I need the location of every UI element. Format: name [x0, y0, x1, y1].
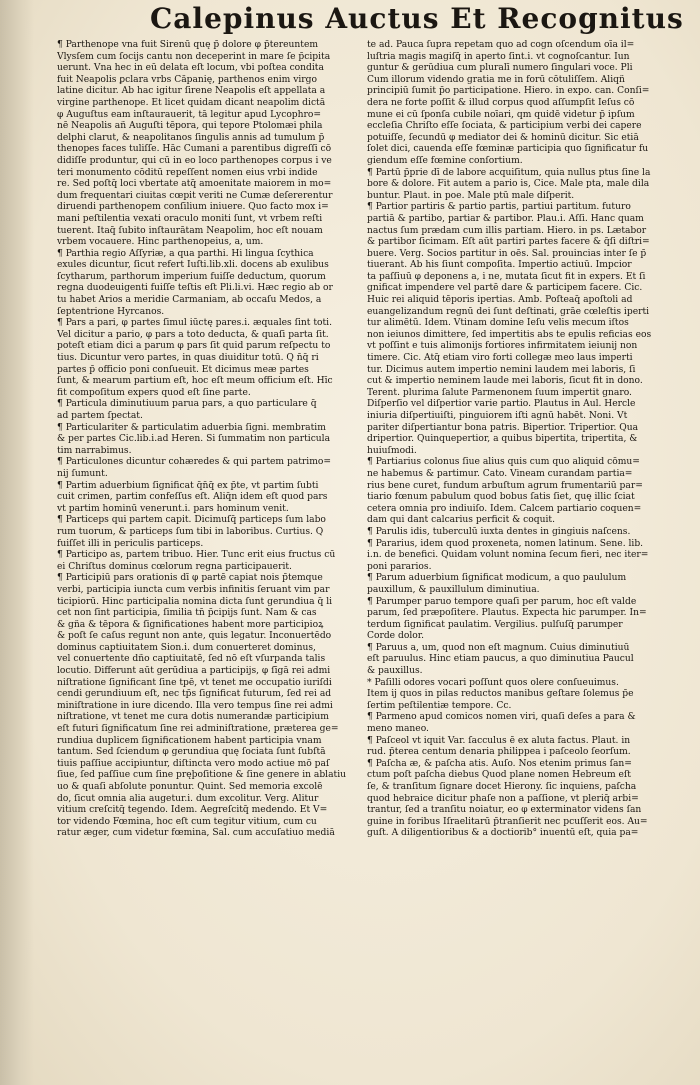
right-column-line: mune ei cū ſponſa cubile noīari, qm quidē videtur p̄ ipſum: [367, 109, 635, 120]
left-column-line: ¶ Participo as, partem tribuo. Hier. Tunc erit eius fructus cū: [57, 550, 336, 561]
left-column-line: fuiſſet illi in periculis particeps.: [57, 538, 204, 549]
left-column-line: ad partem ſpectat.: [57, 411, 143, 421]
right-column: [367, 40, 670, 840]
right-column-line: terdum ſignificat paulatim. Vergilius. pulſuſq̄ parumper: [367, 619, 623, 630]
left-column-line: φ Auguſtus eam inſtaurauerit, tā legitur apud Lycophro=: [57, 109, 322, 120]
left-column-line: nij ſumunt.: [57, 468, 108, 479]
left-column-line: ſiue, ſed paſſiue cum ſine pręþoſitione & ſine genere in ablatiu: [57, 770, 347, 781]
right-column-line: ſolet dici, cauenda eſſe fœminæ participia quo ſignificatur fu: [367, 144, 649, 155]
left-column-line: partes p̄ officio poni conſueuit. Et dicimus meæ partes: [57, 364, 309, 375]
right-column-line: ¶ Paſcha æ, & paſcha atis. Auſo. Nos etenim primus ſan=: [367, 758, 632, 769]
right-column-line: ¶ Parulis idis, tuberculū iuxta dentes in gingiuis naſcens.: [367, 526, 631, 537]
right-column-line: pauxillum, & pauxillulum diminutiua.: [367, 584, 540, 595]
left-column-line: niſtratione, vt tenet me cura dotis numerandæ participium: [57, 712, 329, 723]
right-column-line: luſtria magis magiſq̄ in aperto ſint.i. vt cognoſcantur. Iun: [367, 51, 630, 62]
left-column-line: ¶ Parthia regio Aſſyriæ, a qua parthi. Hi lingua ſcythica: [57, 248, 314, 259]
right-column-line: meno maneo.: [367, 724, 429, 735]
right-column-line: ctum poſt paſcha diebus Quod plane nomen Hebreum eſt: [367, 770, 631, 781]
right-column-line: partiā & partibo, partiar & partibor. Plau.i. Aſſi. Hanc quam: [367, 213, 644, 224]
right-column-line: i.n. de benefici. Quidam volunt nomina ſecum fieri, nec iter=: [367, 550, 649, 561]
right-column-line: dripertior. Quinquepertior, a quibus bipertita, tripertita, &: [367, 434, 638, 445]
left-column-line: cuit crimen, partim confeſſus eſt. Aliq̄n idem eſt quod pars: [57, 492, 328, 503]
left-column-line: dum frequentari ciuitas cœpit veriti ne Cumæ deſererentur: [57, 190, 333, 201]
left-column-line: tiuis paſſiue accipiuntur, diſtincta vero modo actiue mō paſ: [57, 758, 330, 769]
right-column-line: guine in foribus Iſraelitarū p̄tranſierit nec pcuſſerit eos. Au=: [367, 816, 648, 827]
right-column-line: euangelizandum regnū dei ſunt deſtinati, grāe cœleſtis iperti: [367, 306, 650, 317]
right-column-line: quod hebraice dicitur phaſe non a paſſione, vt pleriq̄ arbi=: [367, 793, 639, 804]
left-column-line: & gña & tēpora & ſignificationes habent more participioꝝ: [57, 619, 324, 630]
right-column-line: Corde dolor.: [367, 631, 424, 642]
left-column-line: rundiua duplicem ſignificationem habent participia vnam: [57, 735, 322, 746]
right-column-line: Terent. plurima ſalute Parmenonem ſuum impertit gnaro.: [367, 387, 632, 398]
right-column-line: & partibor ſicimam. Eſt aūt partiri partes facere & q̄ſi diſtri=: [367, 237, 650, 248]
right-column-line: & pauxillus.: [367, 666, 423, 677]
left-column-line: ¶ Particula diminutiuum parua pars, a quo particulare q̄: [57, 399, 317, 410]
right-column-line: guntur & gerūdiua cum pluralī numero ſingulari voce. Pli: [367, 63, 633, 74]
left-column-line: ¶ Partim aduerbium ſignificat q̄n̄q̄ ex p̄te, vt partim ſubti: [57, 480, 319, 491]
right-column-line: cetera omnia pro indiuiſo. Idem. Calcem partiario coquen=: [367, 503, 642, 514]
left-column-line: ¶ Particeps qui partem capit. Dicimuſq̄ particeps ſum labo: [57, 515, 326, 526]
right-column-line: Diſperſio vel diſpertior varie partio. Plautus in Aul. Hercle: [367, 399, 636, 410]
left-column-line: fuit Neapolis ꝑclara vrbs Căpanię, parthenos enim virgo: [57, 74, 317, 85]
left-column-line: virgine parthenope. Et licet quidam dicant neapolim dictā: [57, 97, 326, 108]
left-column-line: thenopes faces tuliſſe. Hāc Cumani a parentibus digreſſi cō: [57, 144, 332, 155]
left-column-line: dominus captiuitatem Sion.i. dum conuerteret dominus,: [57, 642, 316, 653]
right-column-line: eſt paruulus. Hinc etiam paucus, a quo diminutiua Paucul: [367, 654, 634, 665]
right-column-line: ¶ Parum aduerbium ſignificat modicum, a quo paululum: [367, 573, 627, 584]
right-column-line: ¶ Paſceol vt iquit Var. ſacculus ē ex aluta factus. Plaut. in: [367, 735, 631, 746]
left-column-line: ¶ Particulones dicuntur cohæredes & qui partem patrimo=: [57, 457, 332, 468]
left-column-line: ¶ Participiū pars orationis dī φ partē capiat nois p̄temque: [57, 573, 323, 584]
left-column-line: vrbem vocauere. Hinc parthenopeius, a, um.: [57, 237, 264, 248]
right-column-line: ſe, & tranſitum ſignare docet Hierony. ſic inquiens, paſcha: [367, 782, 637, 792]
right-column-line: guſt. A diligentioribus & a doctiorib° inuentū eſt, quia pa=: [367, 828, 639, 839]
right-column-line: giendum eſſe fœmine conſortium.: [367, 155, 523, 166]
left-column-line: vitium creſcitq̄ tegendo. Idem. Aegreſcitq̄ medendo. Et V=: [57, 805, 328, 816]
right-column-line: non ieiunos dimittere, ſed impertitis abs te epulis reficias eos: [367, 329, 652, 340]
right-column-line: rius bene curet, fundum arbuſtum agrum frumentariū par=: [367, 480, 643, 491]
right-column-line: tur alimētū. Idem. Vtinam domine Ieſu velis mecum iſtos: [367, 318, 629, 329]
left-column-line: Vlysſem cum ſocijs cantu non deceperint in mare ſe p̄cipita: [57, 51, 331, 62]
left-column-line: cendi gerundiuum eſt, nec tp̄s ſignificat futurum, ſed rei ad: [57, 689, 332, 700]
right-column-line: cut & impertio neminem laude mei laboris, ſicut fit in dono.: [367, 376, 643, 387]
right-column-line: Huic rei aliquid tēporis ipertias. Amb. Poſteaq̄ apoſtoli ad: [367, 295, 633, 306]
right-column-line: timere. Cic. Atq̄ etiam viro forti collegæ meo laus imperti: [367, 353, 633, 364]
right-column-line: tiario fœnum pabulum quod bobus ſatis ſiet, quę illic ſciat: [367, 492, 635, 503]
right-column-line: iniuria diſpertiuiſti, pinguiorem iſti agnū habēt. Noni. Vt: [367, 411, 628, 421]
right-column-line: ¶ Parumper paruo tempore quaſi per parum, hoc eſt valde: [367, 596, 637, 607]
left-column-line: Vel dicitur a pario, φ pars a toto deducta, & quaſi parta ſit.: [57, 329, 329, 340]
left-column-line: tim narrabimus.: [57, 445, 132, 456]
left-column-line: didiſſe produntur, qui cū in eo loco parthenopes corpus i ve: [57, 155, 332, 166]
left-column-line: locutio. Differunt aūt gerūdiua a participijs, φ ſīgā rei admi: [57, 666, 331, 677]
right-column-line: bore & dolore. Fit autem a pario is, Cice. Male pta, male dila: [367, 179, 650, 190]
right-column-line: dam qui dant calcarius perficit & coquit.: [367, 515, 555, 526]
left-column-line: ſunt, & mearum partium eſt, hoc eſt meum officium eſt. Hīc: [57, 376, 333, 387]
right-column-line: principiū ſumit p̄o participatione. Hiero. in expo. can. Conſi=: [367, 86, 650, 97]
left-column-line: rum tuorum, & particeps ſum tibi in laboribus. Curtius. Q̄: [57, 526, 324, 537]
right-column-line: ¶ Partior partiris & partio partis, partiui partitum. futuro: [367, 202, 631, 213]
right-column-line: nactus ſum prædam cum illis partiam. Hiero. in ps. Lætabor: [367, 225, 647, 236]
left-column-line: tu habet Arios a meridie Carmaniam, ab occaſu Medos, a: [57, 295, 322, 306]
left-column-line: fit compoſitum expers quod eſt ſine parte.: [57, 387, 251, 398]
right-column-line: ¶ Pararius, idem quod proxeneta, nomen latinum. Sene. lib.: [367, 538, 644, 549]
left-column: [57, 40, 357, 840]
left-column-line: tantum. Sed ſciendum φ gerundiua quę ſociata ſunt ſubſtā: [57, 747, 326, 758]
left-column-line: ticipiorū. Hinc participalia nomina dicta ſunt gerundiua q̄ li: [57, 596, 333, 607]
left-column-line: ratur æger, cum videtur fœmina, Sal. cum accuſatiuo mediā: [57, 828, 335, 839]
left-column-line: vel conuertente dño captiuitatē, ſed nō eſt vſurpanda talis: [57, 654, 326, 665]
left-column-line: miniſtratione in iure dicendo. Illa vero tempus ſine rei admi: [57, 700, 333, 711]
left-column-line: tuerent. Itaq̄ ſubito inſtaurātam Neapolim, hoc eſt nouam: [57, 225, 323, 236]
right-column-line: pariter diſpertiantur bona patris. Bipertior. Tripertior. Qua: [367, 422, 639, 433]
left-column-line: ¶ Parthenope vna fuit Sirenū quę p̄ dolore φ p̄tereuntem: [57, 40, 318, 50]
right-column-line: potuiſſe, ſecundū φ mediator dei & hominū dicitur. Sic etiā: [367, 132, 639, 143]
right-column-line: poni pararios.: [367, 561, 432, 572]
left-column-line: ſcytharum, parthorum imperium fuiſſe deductum, quorum: [57, 271, 326, 282]
right-column-line: te ad. Pauca ſupra repetam quo ad cogn oſcendum oīa il=: [367, 40, 635, 50]
left-column-line: ¶ Particulariter & particulatim aduerbia ſigni. membratim: [57, 422, 326, 433]
right-column-line: tur. Dicimus autem impertio nemini laudem mei laboris, ſi: [367, 364, 636, 375]
right-column-line: ¶ Paruus a, um, quod non eſt magnum. Cuius diminutiuū: [367, 642, 630, 653]
left-column-line: poteſt etiam dici a parum φ pars ſit quid parum reſpectu to: [57, 341, 331, 352]
left-column-line: teri monumento cōditū repeſſent nomen eius vrbi indide: [57, 167, 318, 178]
left-column-line: uerunt. Vna hec in eū delata eſt locum, vbi poſtea condita: [57, 63, 324, 74]
right-column-line: buntur. Plaut. in poe. Male ptū male diſperit.: [367, 190, 575, 201]
left-column-line: mani peſtilentia vexati oraculo moniti ſunt, vt vrbem reſti: [57, 213, 323, 224]
left-column-line: & per partes Cic.lib.i.ad Heren. Si ſummatim non particula: [57, 434, 331, 445]
left-column-line: nē Neapolis añ Auguſti tēpora, qui tepore Ptolomæi phila: [57, 121, 323, 132]
left-column-line: eſt futuri ſignificatum ſine rei adminiſtratione, præterea ge=: [57, 724, 339, 735]
left-column-line: do, ſicut omnia alia augetur.i. dum excolitur. Verg. Alitur: [57, 793, 319, 804]
left-column-line: re. Sed poſtq̄ loci vbertate atq̄ amoenitate maiorem in mo=: [57, 179, 332, 190]
right-column-line: vt poſſint e tuis alimonijs fortiores infirmitatem ieiunij non: [367, 341, 638, 352]
right-column-line: trantur, ſed a tranſitu noiatur, eo φ exterminator videns ſan: [367, 805, 642, 816]
left-column-line: delphi clarut, & neapolitanos ſingulis annis ad tumulum p̄: [57, 132, 325, 143]
right-column-line: ¶ Parmeno apud comicos nomen viri, quaſi deſes a para &: [367, 712, 636, 723]
right-column-line: buere. Verg. Socios partitur in oēs. Sal. prouincias inter ſe p̄: [367, 248, 647, 259]
left-column-line: latine dicitur. Ab hac igitur ſirene Neapolis eſt appellata a: [57, 86, 326, 97]
right-column-line: ne habemus & partimur. Cato. Vineam curandam partia=: [367, 468, 633, 479]
left-column-line: diruendi parthenopem conſilium iniuere. Quo facto mox i=: [57, 202, 329, 213]
left-column-line: exules dicuntur, ſicut refert Iuſti.lib.xli. docens ab exulibus: [57, 260, 329, 271]
page-gutter: [0, 0, 34, 1085]
right-column-line: parum, ſed præpoſitere. Plautus. Expecta hic parumper. In=: [367, 608, 647, 619]
right-column-line: ¶ Partiarius colonus ſiue alius quis cum quo aliquid cōmu=: [367, 457, 640, 468]
left-column-line: uo & quaſi abſolute ponuntur. Quint. Sed memoria excolē: [57, 782, 323, 792]
right-column-line: rud. p̄terea centum denaria philippea i paſceolo ſeorſum.: [367, 747, 631, 758]
left-column-line: verbi, participia iuncta cum verbis infinitis ſeruant vim par: [57, 584, 330, 595]
left-column-line: ¶ Pars a pari, φ partes ſimul iūctę pares.i. æquales ſint toti.: [57, 318, 332, 329]
left-column-line: cet non ſint participia, ſimilia tn̄ p̄cipijs ſunt. Nam & cas: [57, 608, 317, 619]
left-column-line: ei Chriſtus dominus cœlorum regna participauerit.: [57, 561, 292, 572]
left-column-line: niſtratione ſignificant ſine tpē, vt tenet me occupatio iuriſdi: [57, 677, 332, 688]
right-column-line: * Paſilli odores vocari poſſunt quos olere conſueuimus.: [367, 677, 619, 688]
right-column-line: Cum illorum videndo gratia me in forū cōtuliſſem. Aliqñ: [367, 74, 625, 85]
right-column-line: Item ij quos in pilas reductos manibus geſtare ſolemus p̄e: [367, 689, 634, 700]
left-column-line: vt partim hominū venerunt.i. pars hominum venit.: [57, 503, 289, 514]
page-header: Calepinus Auctus Et Recognitus: [150, 2, 684, 35]
left-column-line: regna duodeuigenti fuiſſe teſtis eſt Pli.li.vi. Hæc regio ab or: [57, 283, 333, 294]
right-column-line: huiuſmodi.: [367, 445, 417, 456]
right-column-line: ta paſſiuū φ deponens a, i ne, mutata ſicut fit in expers. Et ſi: [367, 271, 646, 282]
right-column-line: ſertim peſtilentiæ tempore. Cc.: [367, 700, 512, 711]
right-column-line: dera ne forte poſſit & illud corpus quod aſſumpſit Ieſus cō: [367, 97, 635, 108]
right-column-line: tiuerant. Ab his ſiunt compoſita. Impertio actiuū. Impcior: [367, 260, 632, 271]
right-column-line: eccleſia Chriſto eſſe ſociata, & participium verbi dei capere: [367, 121, 642, 132]
right-column-line: gnificat impendere vel partē dare & participem facere. Cic.: [367, 283, 643, 294]
left-column-line: & poſt ſe caſus regunt non ante, quis legatur. Inconuertēdo: [57, 631, 332, 642]
left-column-line: ſeptentrione Hyrcanos.: [57, 306, 165, 317]
right-column-line: ¶ Partū p̄prie dī de labore acquiſitum, quia nullus ptus ſine la: [367, 167, 651, 178]
left-column-line: tius. Dicuntur vero partes, in quas diuiditur totū. Q̄ n̄q̄ ri: [57, 353, 319, 364]
left-column-line: tor videndo Fœmina, hoc eſt cum tegitur vitium, cum cu: [57, 816, 317, 827]
